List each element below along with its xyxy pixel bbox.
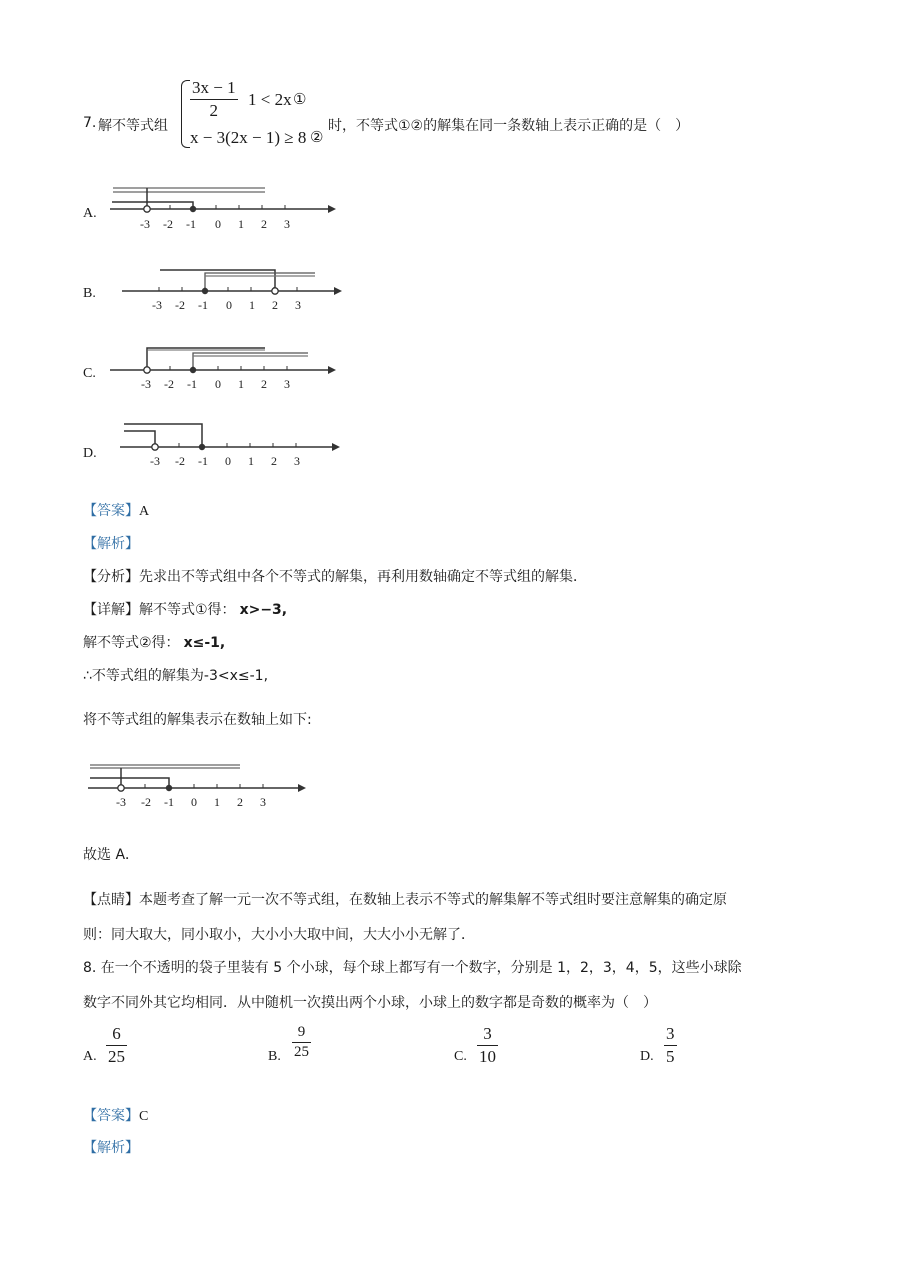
open-circle-minus3 [144,206,150,212]
tick-label: -2 [163,217,173,231]
q7-number: 7. [83,115,97,131]
tick-label: 2 [272,298,278,312]
tick-label: 2 [261,217,267,231]
dianjing-text1: 本题考查了解一元一次不等式组，在数轴上表示不等式的解集解不等式组时要注意解集的确定原 [139,892,727,908]
tick-label: 3 [260,795,266,809]
dianjing-line1 [83,889,727,909]
tick-label: -3 [152,298,162,312]
q8-option-b-label: B. [268,1049,281,1064]
xiangjie-step4: 将不等式组的解集表示在数轴上如下: [83,712,312,728]
tick-label: 0 [191,795,197,809]
tick-label: 0 [215,377,221,391]
answer-value: A [139,504,150,519]
tick-label: 3 [284,217,290,231]
answer-tag: 【答案】 [83,503,139,519]
tick-label: 0 [226,298,232,312]
xiangjie-tag: 【详解】 [83,602,139,618]
tick-label: 1 [248,454,254,468]
q7-option-c-numberline [100,338,340,398]
tick-label: -2 [164,377,174,391]
q7-ineq1-rest: 1 < 2x [248,90,292,109]
filled-circle-minus1 [202,288,208,294]
step1-math: x>−3, [239,602,288,618]
fenxi-line [83,566,587,586]
q7-suffix: 时，不等式①②的解集在同一条数轴上表示正确的是（ ） [328,118,690,134]
q8-option-b-fraction: 9 25 [294,1024,309,1060]
open-circle-minus3 [152,444,158,450]
q7-prefix: 解不等式组 [98,118,168,134]
filled-circle-minus1 [190,367,196,373]
open-circle-2 [272,288,278,294]
q7-system-brace [181,80,190,148]
q7-option-b-numberline [110,258,350,318]
tick-label: -2 [175,298,185,312]
step2-text: 解不等式②得： [83,635,180,651]
tick-label: -3 [141,377,151,391]
tick-label: 1 [238,377,244,391]
open-circle-minus3 [118,785,124,791]
fenxi-text: 先求出不等式组中各个不等式的解集，再利用数轴确定不等式组的解集． [139,569,587,585]
q7-option-a-label: A. [83,206,97,221]
q7-option-d-numberline [110,414,350,474]
tick-label: -1 [198,454,208,468]
q8-option-a-label: A. [83,1049,97,1064]
filled-circle-minus1 [166,785,172,791]
tick-label: 0 [215,217,221,231]
open-circle-minus3 [144,367,150,373]
q8-option-d-label: D. [640,1049,654,1064]
q7-option-c-label: C. [83,366,96,381]
analysis-tag: 【解析】 [83,1140,139,1156]
tick-label: -2 [175,454,185,468]
answer-value: C [139,1109,149,1124]
tick-label: -1 [187,377,197,391]
q7-ineq1-numerator: 3x − 1 [192,78,236,97]
q7-answer-line [83,500,149,520]
tick-label: -3 [140,217,150,231]
xiangjie-step3: ∴不等式组的解集为-3<x≤-1, [83,668,269,684]
q8-option-c-fraction: 3 10 [479,1024,496,1066]
xiangjie-step2 [83,632,225,652]
q7-ineq1-fraction [190,78,238,121]
answer-tag: 【答案】 [83,1108,139,1124]
tick-label: 2 [271,454,277,468]
tick-label: 3 [295,298,301,312]
tick-label: 3 [284,377,290,391]
tick-label: -1 [164,795,174,809]
q7-ineq1-denominator: 2 [209,101,219,120]
tick-label: 2 [237,795,243,809]
dianjing-line2: 则：同大取大，同小取小，大小小大取中间，大大小小无解了． [83,927,475,943]
q8-answer-line [83,1105,148,1125]
tick-label: 1 [214,795,220,809]
fenxi-tag: 【分析】 [83,569,139,585]
q8-stem-line1: 8. 在一个不透明的袋子里装有 5 个小球，每个球上都写有一个数字，分别是 1，2，3，4，5，这些小球除 [83,960,742,976]
tick-label: 1 [238,217,244,231]
q8-option-c-label: C. [454,1049,467,1064]
filled-circle-minus1 [190,206,196,212]
tick-label: -3 [116,795,126,809]
tick-label: 1 [249,298,255,312]
tick-label: -2 [141,795,151,809]
q7-option-a-numberline [100,178,340,238]
q8-option-d-fraction: 3 5 [666,1024,675,1066]
step2-math: x≤-1, [183,635,226,651]
q7-conclusion: 故选 A． [83,847,140,863]
q8-stem-line2: 数字不同外其它均相同．从中随机一次摸出两个小球，小球上的数字都是奇数的概率为（ ） [83,995,657,1011]
tick-label: 0 [225,454,231,468]
tick-label: -1 [186,217,196,231]
xiangjie-step1 [83,599,287,619]
q7-option-d-label: D. [83,446,97,461]
q7-ineq1-mark: ① [293,92,307,108]
tick-label: -3 [150,454,160,468]
q7-ineq2-mark: ② [310,130,324,146]
filled-circle-minus1 [199,444,205,450]
analysis-tag: 【解析】 [83,536,139,552]
q7-ineq2: x − 3(2x − 1) ≥ 8 [190,128,307,147]
step1-text: 解不等式①得： [139,602,236,618]
q7-solution-numberline [80,755,320,815]
dianjing-tag: 【点睛】 [83,892,139,908]
q8-option-a-fraction: 6 25 [108,1024,125,1066]
tick-label: -1 [198,298,208,312]
tick-label: 2 [261,377,267,391]
q7-option-b-label: B. [83,286,96,301]
tick-label: 3 [294,454,300,468]
